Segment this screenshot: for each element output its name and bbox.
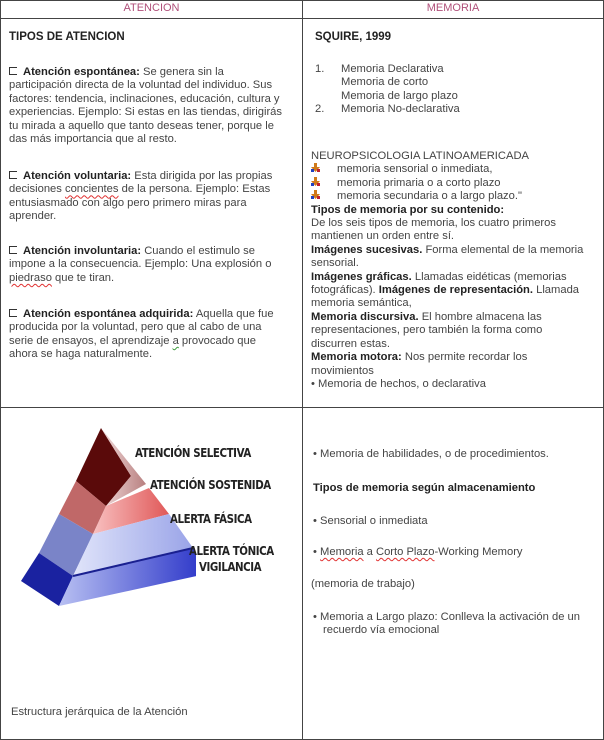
- checkbox-bullet-icon: [9, 246, 17, 254]
- squire-title: SQUIRE, 1999: [315, 31, 392, 43]
- list-item: [315, 103, 460, 116]
- bullet-habilidades: • Memoria de habilidades, o de procedimientos.: [313, 448, 549, 460]
- term: Atención espontánea:: [23, 66, 140, 78]
- arrow-down-bullet-icon: [311, 190, 337, 203]
- item-atencion-voluntaria: [9, 170, 301, 224]
- term: Imágenes sucesivas.: [311, 243, 423, 256]
- line: de la persona. Ejemplo: Estas: [121, 183, 271, 196]
- numbered-list: [315, 63, 460, 117]
- content-title: Tipos de memoria por su contenido:: [311, 203, 505, 216]
- pyramid-label-fasica: ALERTA FÁSICA: [170, 511, 252, 526]
- misspelled-word: Corto Plazo: [376, 546, 435, 558]
- line: memoria secundaria o a largo plazo.": [337, 190, 522, 203]
- misspelled-word: piedraso: [9, 271, 52, 284]
- cell-tipos-atencion: [0, 18, 303, 408]
- line: provocado que: [181, 334, 256, 347]
- list-item: [311, 190, 601, 203]
- line: Nos permite recordar los: [404, 351, 528, 364]
- line: entusiasmado con algo pero primero miras para: [9, 196, 247, 209]
- header-memoria: MEMORIA: [426, 2, 480, 14]
- almacenamiento-title: Tipos de memoria según almacenamiento: [313, 482, 536, 494]
- line: serie de ensayos, el aprendizaje: [9, 334, 170, 347]
- line: producida por la voluntad, pero que al cabo de una: [9, 321, 262, 334]
- checkbox-bullet-icon: [9, 171, 17, 179]
- header-atencion: ATENCION: [123, 2, 180, 14]
- line: Memoria de corto: [341, 76, 429, 89]
- item-atencion-espontanea-adquirida: [9, 308, 301, 362]
- line: memoria primaria o a corto plazo: [337, 176, 501, 189]
- list-item: [315, 63, 460, 76]
- pyramid-label-sostenida: ATENCIÓN SOSTENIDA: [150, 477, 271, 492]
- pyramid-label-selectiva: ATENCIÓN SELECTIVA: [135, 445, 251, 460]
- line: aprender.: [9, 210, 57, 223]
- term: Atención involuntaria:: [23, 245, 142, 257]
- neuro-section: [311, 150, 601, 391]
- line: das más importancia que al resto.: [9, 133, 177, 146]
- neuro-title: NEUROPSICOLOGIA LATINOAMERICADA: [311, 150, 529, 162]
- line: Forma elemental de la memoria: [425, 243, 584, 256]
- line: participación directa de la voluntad del individuo. Sus: [9, 79, 273, 92]
- line: Aquella que fue: [195, 308, 274, 320]
- line: memoria sensorial o inmediata,: [337, 163, 493, 176]
- line: representaciones, pero también la forma como: [311, 324, 543, 337]
- tipos-atencion-title: TIPOS DE ATENCION: [9, 31, 125, 43]
- misspelled-word: Memoria: [320, 546, 364, 558]
- line: -Working Memory: [434, 546, 523, 558]
- term: Imágenes gráficas.: [311, 270, 412, 283]
- bullet-sensorial: • Sensorial o inmediata: [313, 515, 428, 527]
- header-cell-memoria: [302, 0, 604, 19]
- header-cell-atencion: [0, 0, 303, 19]
- pyramid-caption: Estructura jerárquica de la Atención: [11, 706, 188, 718]
- term: Memoria motora:: [311, 351, 402, 364]
- list-number: 2.: [315, 103, 325, 116]
- line: ahora se haga naturalmente.: [9, 348, 153, 361]
- line: memoria semántica,: [311, 297, 412, 310]
- item-atencion-espontanea: [9, 66, 301, 146]
- line: factores: tendencia, inclinaciones, educación, cultura y: [9, 92, 280, 105]
- arrow-down-bullet-icon: [311, 177, 337, 190]
- line: decisiones: [9, 183, 62, 196]
- cell-memoria-squire: [302, 18, 604, 408]
- checkbox-bullet-icon: [9, 309, 17, 317]
- cell-memoria-almacenamiento: [302, 407, 604, 740]
- line: recuerdo vía emocional: [323, 624, 440, 637]
- line: De los seis tipos de memoria, los cuatro primeros: [311, 217, 556, 230]
- line: El hombre almacena las: [421, 310, 542, 323]
- line: Se genera sin la: [142, 66, 224, 78]
- list-number: 1.: [315, 63, 325, 75]
- bullet-corto-plazo: [313, 546, 523, 559]
- list-item: [311, 177, 601, 190]
- term: Memoria discursiva.: [311, 310, 419, 323]
- line: Memoria Declarativa: [341, 63, 444, 75]
- term: Imágenes de representación.: [378, 284, 533, 297]
- checkbox-bullet-icon: [9, 67, 17, 75]
- term: Atención voluntaria:: [23, 170, 132, 182]
- line: que te tiran.: [55, 271, 115, 284]
- bullet-largo-plazo: [313, 611, 603, 638]
- bullet-line: • Memoria de hechos, o declarativa: [311, 377, 486, 390]
- bullet: •: [313, 546, 321, 558]
- arrow-down-bullet-icon: [311, 163, 337, 176]
- cell-pyramid: [0, 407, 303, 740]
- line: Llamadas eidéticas (memorias: [414, 270, 567, 283]
- line: Llamada: [536, 284, 580, 297]
- misspelled-word: concientes: [64, 183, 119, 196]
- line: tu mirada a aquello que tanto deseas tener, porque le: [9, 119, 274, 132]
- line: movimientos: [311, 364, 374, 377]
- line: Memoria No-declarativa: [341, 103, 460, 116]
- line: mantienen un orden entre sí.: [311, 230, 455, 243]
- pyramid-label-vigilancia: VIGILANCIA: [199, 559, 262, 574]
- line: Esta dirigida por las propias: [134, 170, 273, 182]
- grammar-flagged-word: a: [172, 334, 179, 347]
- line: impone a la consecuencia. Ejemplo: Una explosión o: [9, 258, 272, 271]
- line: fotográficas).: [311, 284, 376, 297]
- list-item: [311, 163, 601, 176]
- memoria-trabajo: (memoria de trabajo): [311, 578, 415, 590]
- line: a: [363, 546, 376, 558]
- item-atencion-involuntaria: [9, 245, 301, 285]
- line: Memoria de largo plazo: [341, 89, 458, 102]
- term: Atención espontánea adquirida:: [23, 308, 194, 320]
- line: discurren estas.: [311, 337, 390, 350]
- pyramid-label-tonica: ALERTA TÓNICA: [189, 543, 274, 558]
- line: experiencias. Ejemplo: Si estas en las tiendas, dirigirás: [9, 106, 282, 119]
- line: • Memoria a Largo plazo: Conlleva la activación de un: [313, 611, 580, 623]
- line: sensorial.: [311, 257, 359, 270]
- line: Cuando el estimulo se: [144, 245, 255, 257]
